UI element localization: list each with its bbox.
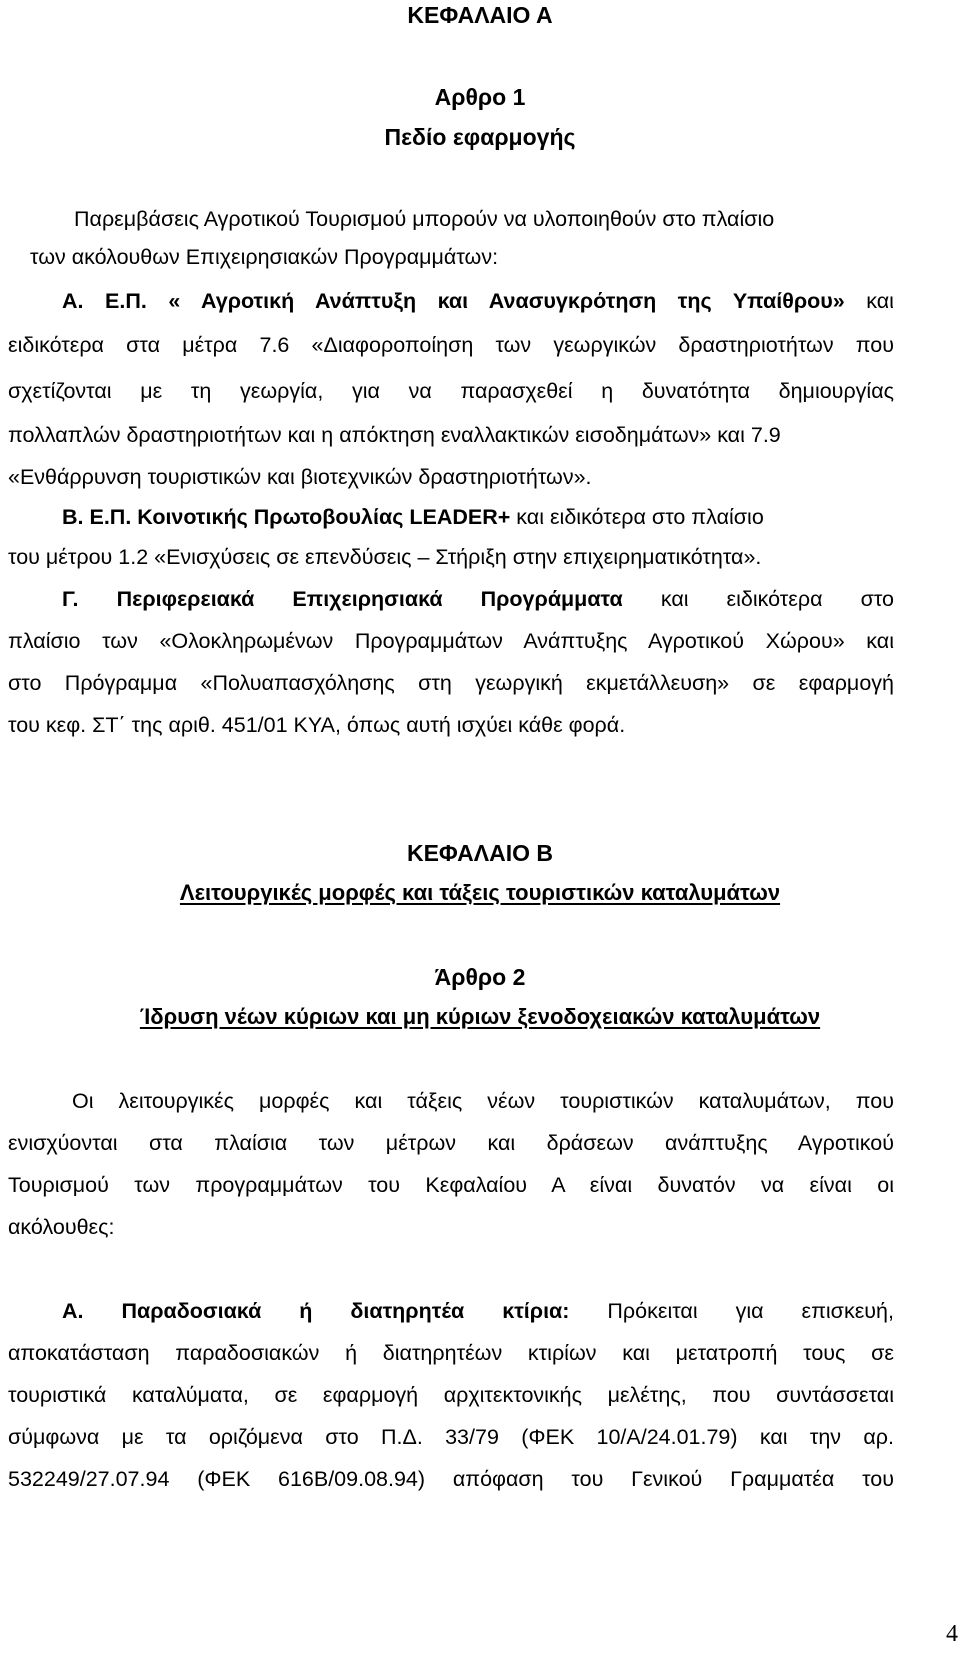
item-b-title: Κοινοτικής Πρωτοβουλίας LEADER+ xyxy=(137,505,511,529)
item-b-a-label: Α. xyxy=(62,1299,84,1323)
page-number: 4 xyxy=(946,1621,958,1647)
article-1-title: Αρθρο 1 xyxy=(434,84,526,110)
item-a-line xyxy=(62,286,894,316)
item-a-line: πολλαπλών δραστηριοτήτων και η απόκτηση εναλλακτικών εισοδημάτων» και 7.9 xyxy=(8,423,781,447)
item-a-line: ειδικότερα στα μέτρα 7.6 «Διαφοροποίηση των γεωργικών δραστηριοτήτων που xyxy=(8,333,894,357)
item-b-a-line: σύμφωνα με τα οριζόμενα στο Π.Δ. 33/79 (ΦΕΚ 10/Α/24.01.79) και την αρ. xyxy=(8,1425,894,1449)
item-c-label: Γ. xyxy=(62,587,79,611)
article-2-subtitle xyxy=(0,1002,960,1032)
intro-line: των ακόλουθων Επιχειρησιακών Προγραμμάτων: xyxy=(30,245,499,269)
item-b-line xyxy=(62,502,764,532)
item-c-line: του κεφ. ΣΤ΄ της αριθ. 451/01 ΚΥΑ, όπως αυτή ισχύει κάθε φορά. xyxy=(8,713,626,737)
article-2-paragraph-line: Τουρισμού των προγραμμάτων του Κεφαλαίου Α είναι δυνατόν να είναι οι xyxy=(8,1173,894,1197)
item-a-line: «Ενθάρρυνση τουριστικών και βιοτεχνικών δραστηριοτήτων». xyxy=(8,465,592,489)
item-b-a-title: Παραδοσιακά ή διατηρητέα κτίρια: xyxy=(121,1299,570,1323)
chapter-b-subtitle xyxy=(0,878,960,908)
article-2-paragraph-line: ακόλουθες: xyxy=(8,1215,115,1239)
article-2-subtitle-text: Ίδρυση νέων κύριων και μη κύριων ξενοδοχειακών καταλυμάτων xyxy=(139,1004,821,1029)
article-2-paragraph-line: Οι λειτουργικές μορφές και τάξεις νέων τουριστικών καταλυμάτων, που xyxy=(72,1089,894,1113)
item-b-a-line: αποκατάσταση παραδοσιακών ή διατηρητέων κτιρίων και μετατροπή τους σε xyxy=(8,1341,894,1365)
article-2-title: Άρθρο 2 xyxy=(434,964,526,990)
item-c-tail: και ειδικότερα στο xyxy=(660,587,894,611)
intro-line: Παρεμβάσεις Αγροτικού Τουρισμού μπορούν να υλοποιηθούν στο πλαίσιο xyxy=(74,207,775,231)
chapter-a-title: ΚΕΦΑΛΑΙΟ Α xyxy=(407,2,553,28)
item-b-a-line xyxy=(62,1296,894,1326)
item-c-line: πλαίσιο των «Ολοκληρωμένων Προγραμμάτων Ανάπτυξης Αγροτικού Χώρου» και xyxy=(8,629,894,653)
item-b-a-line: τουριστικά καταλύματα, σε εφαρμογή αρχιτεκτονικής μελέτης, που συντάσσεται xyxy=(8,1383,894,1407)
item-b-a-line: 532249/27.07.94 (ΦΕΚ 616Β/09.08.94) απόφαση του Γενικού Γραμματέα του xyxy=(8,1467,894,1491)
item-a-line: σχετίζονται με τη γεωργία, για να παρασχεθεί η δυνατότητα δημιουργίας xyxy=(8,379,894,403)
item-c-line: στο Πρόγραμμα «Πολυαπασχόλησης στη γεωργική εκμετάλλευση» σε εφαρμογή xyxy=(8,671,894,695)
item-b-a-tail: Πρόκειται για επισκευή, xyxy=(607,1299,894,1323)
chapter-b-subtitle-text: Λειτουργικές μορφές και τάξεις τουριστικών καταλυμάτων xyxy=(179,880,781,905)
article-2-paragraph-line: ενισχύονται στα πλαίσια των μέτρων και δράσεων ανάπτυξης Αγροτικού xyxy=(8,1131,894,1155)
article-1-subtitle: Πεδίο εφαρμογής xyxy=(384,124,576,150)
item-b-label: Β. Ε.Π. xyxy=(62,505,132,529)
item-b-line: του μέτρου 1.2 «Ενισχύσεις σε επενδύσεις – Στήριξη στην επιχειρηματικότητα». xyxy=(8,545,762,569)
item-c-title: Περιφερειακά Επιχειρησιακά Προγράμματα xyxy=(116,587,623,611)
chapter-b-title: ΚΕΦΑΛΑΙΟ Β xyxy=(406,840,554,866)
item-b-tail: και ειδικότερα στο πλαίσιο xyxy=(516,505,764,529)
item-a-title: « Αγροτική Ανάπτυξη και Ανασυγκρότηση της Υπαίθρου» xyxy=(168,289,845,313)
item-a-label: Α. Ε.Π. xyxy=(62,289,147,313)
item-c-line xyxy=(62,584,894,614)
item-a-tail: και xyxy=(866,289,894,313)
